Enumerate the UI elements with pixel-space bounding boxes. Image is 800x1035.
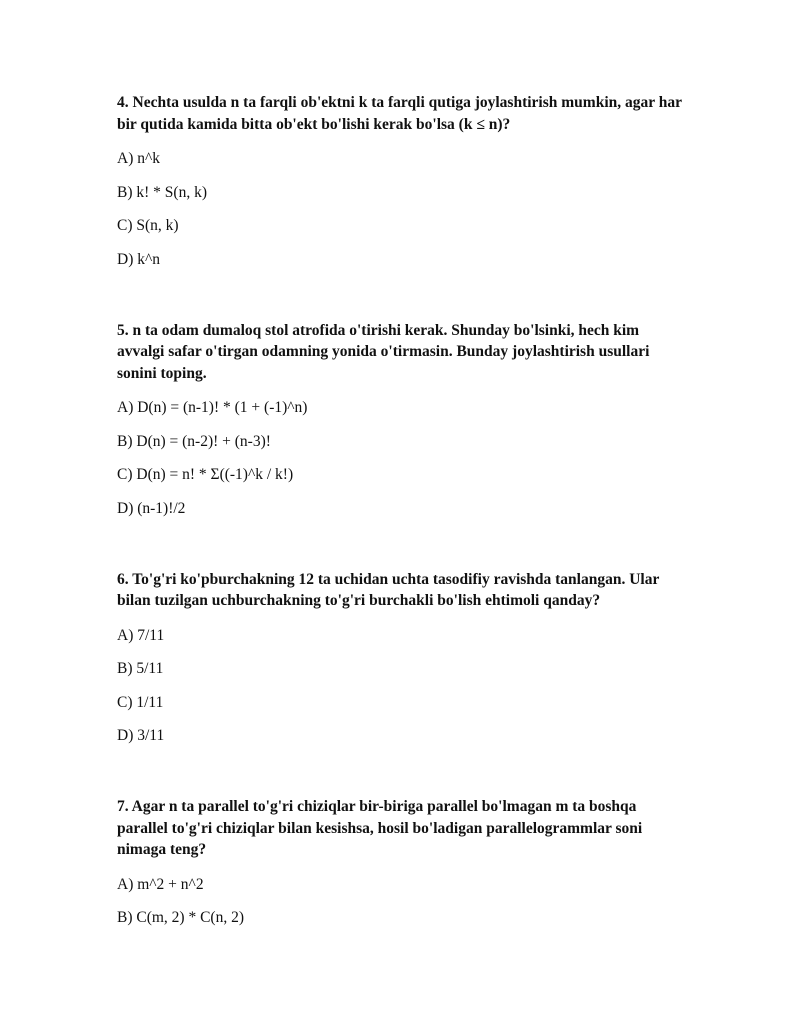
option-d: D) 3/11 <box>117 727 165 744</box>
document-page <box>117 92 687 978</box>
option-d: D) (n-1)!/2 <box>117 499 186 517</box>
option-a: A) 7/11 <box>117 626 165 644</box>
question-text: 6. To'g'ri ko'pburchakning 12 ta uchidan uchta tasodifiy ravishda tanlangan. Ular bilan tuzilgan uchburchakning to'g'ri burchakli bo'lish ehtimoli qanday? <box>117 570 660 609</box>
question-text: 5. n ta odam dumaloq stol atrofida o'tirishi kerak. Shunday bo'lsinki, hech kim avvalgi safar o'tirgan odamning yonida o'tirmasin. Bunday joylashtirish usullari sonini toping. <box>117 321 650 382</box>
option-b: B) C(m, 2) * C(n, 2) <box>117 909 245 926</box>
question-text: 4. Nechta usulda n ta farqli ob'ektni k ta farqli qutiga joylashtirish mumkin, agar har bir qutida kamida bitta ob'ekt bo'lishi kerak bo'lsa (k ≤ n)? <box>117 94 682 133</box>
option-c: C) 1/11 <box>117 693 164 711</box>
option-b: B) k! * S(n, k) <box>117 183 207 201</box>
option-b: B) 5/11 <box>117 660 164 677</box>
question-text: 7. Agar n ta parallel to'g'ri chiziqlar bir-biriga parallel bo'lmagan m ta boshqa parallel to'g'ri chiziqlar bilan kesishsa, hosil bo'ladigan parallelogrammlar soni nimaga teng? <box>117 798 643 858</box>
option-a: A) n^k <box>117 150 161 167</box>
option-c: C) D(n) = n! * Σ((-1)^k / k!) <box>117 466 294 483</box>
option-a: A) D(n) = (n-1)! * (1 + (-1)^n) <box>117 399 308 416</box>
question-4 <box>117 92 687 270</box>
option-d: D) k^n <box>117 250 161 268</box>
option-b: B) D(n) = (n-2)! + (n-3)! <box>117 432 271 450</box>
question-7 <box>117 796 687 928</box>
option-c: C) S(n, k) <box>117 217 179 234</box>
question-6 <box>117 569 687 747</box>
question-5 <box>117 320 687 519</box>
option-a: A) m^2 + n^2 <box>117 875 204 893</box>
